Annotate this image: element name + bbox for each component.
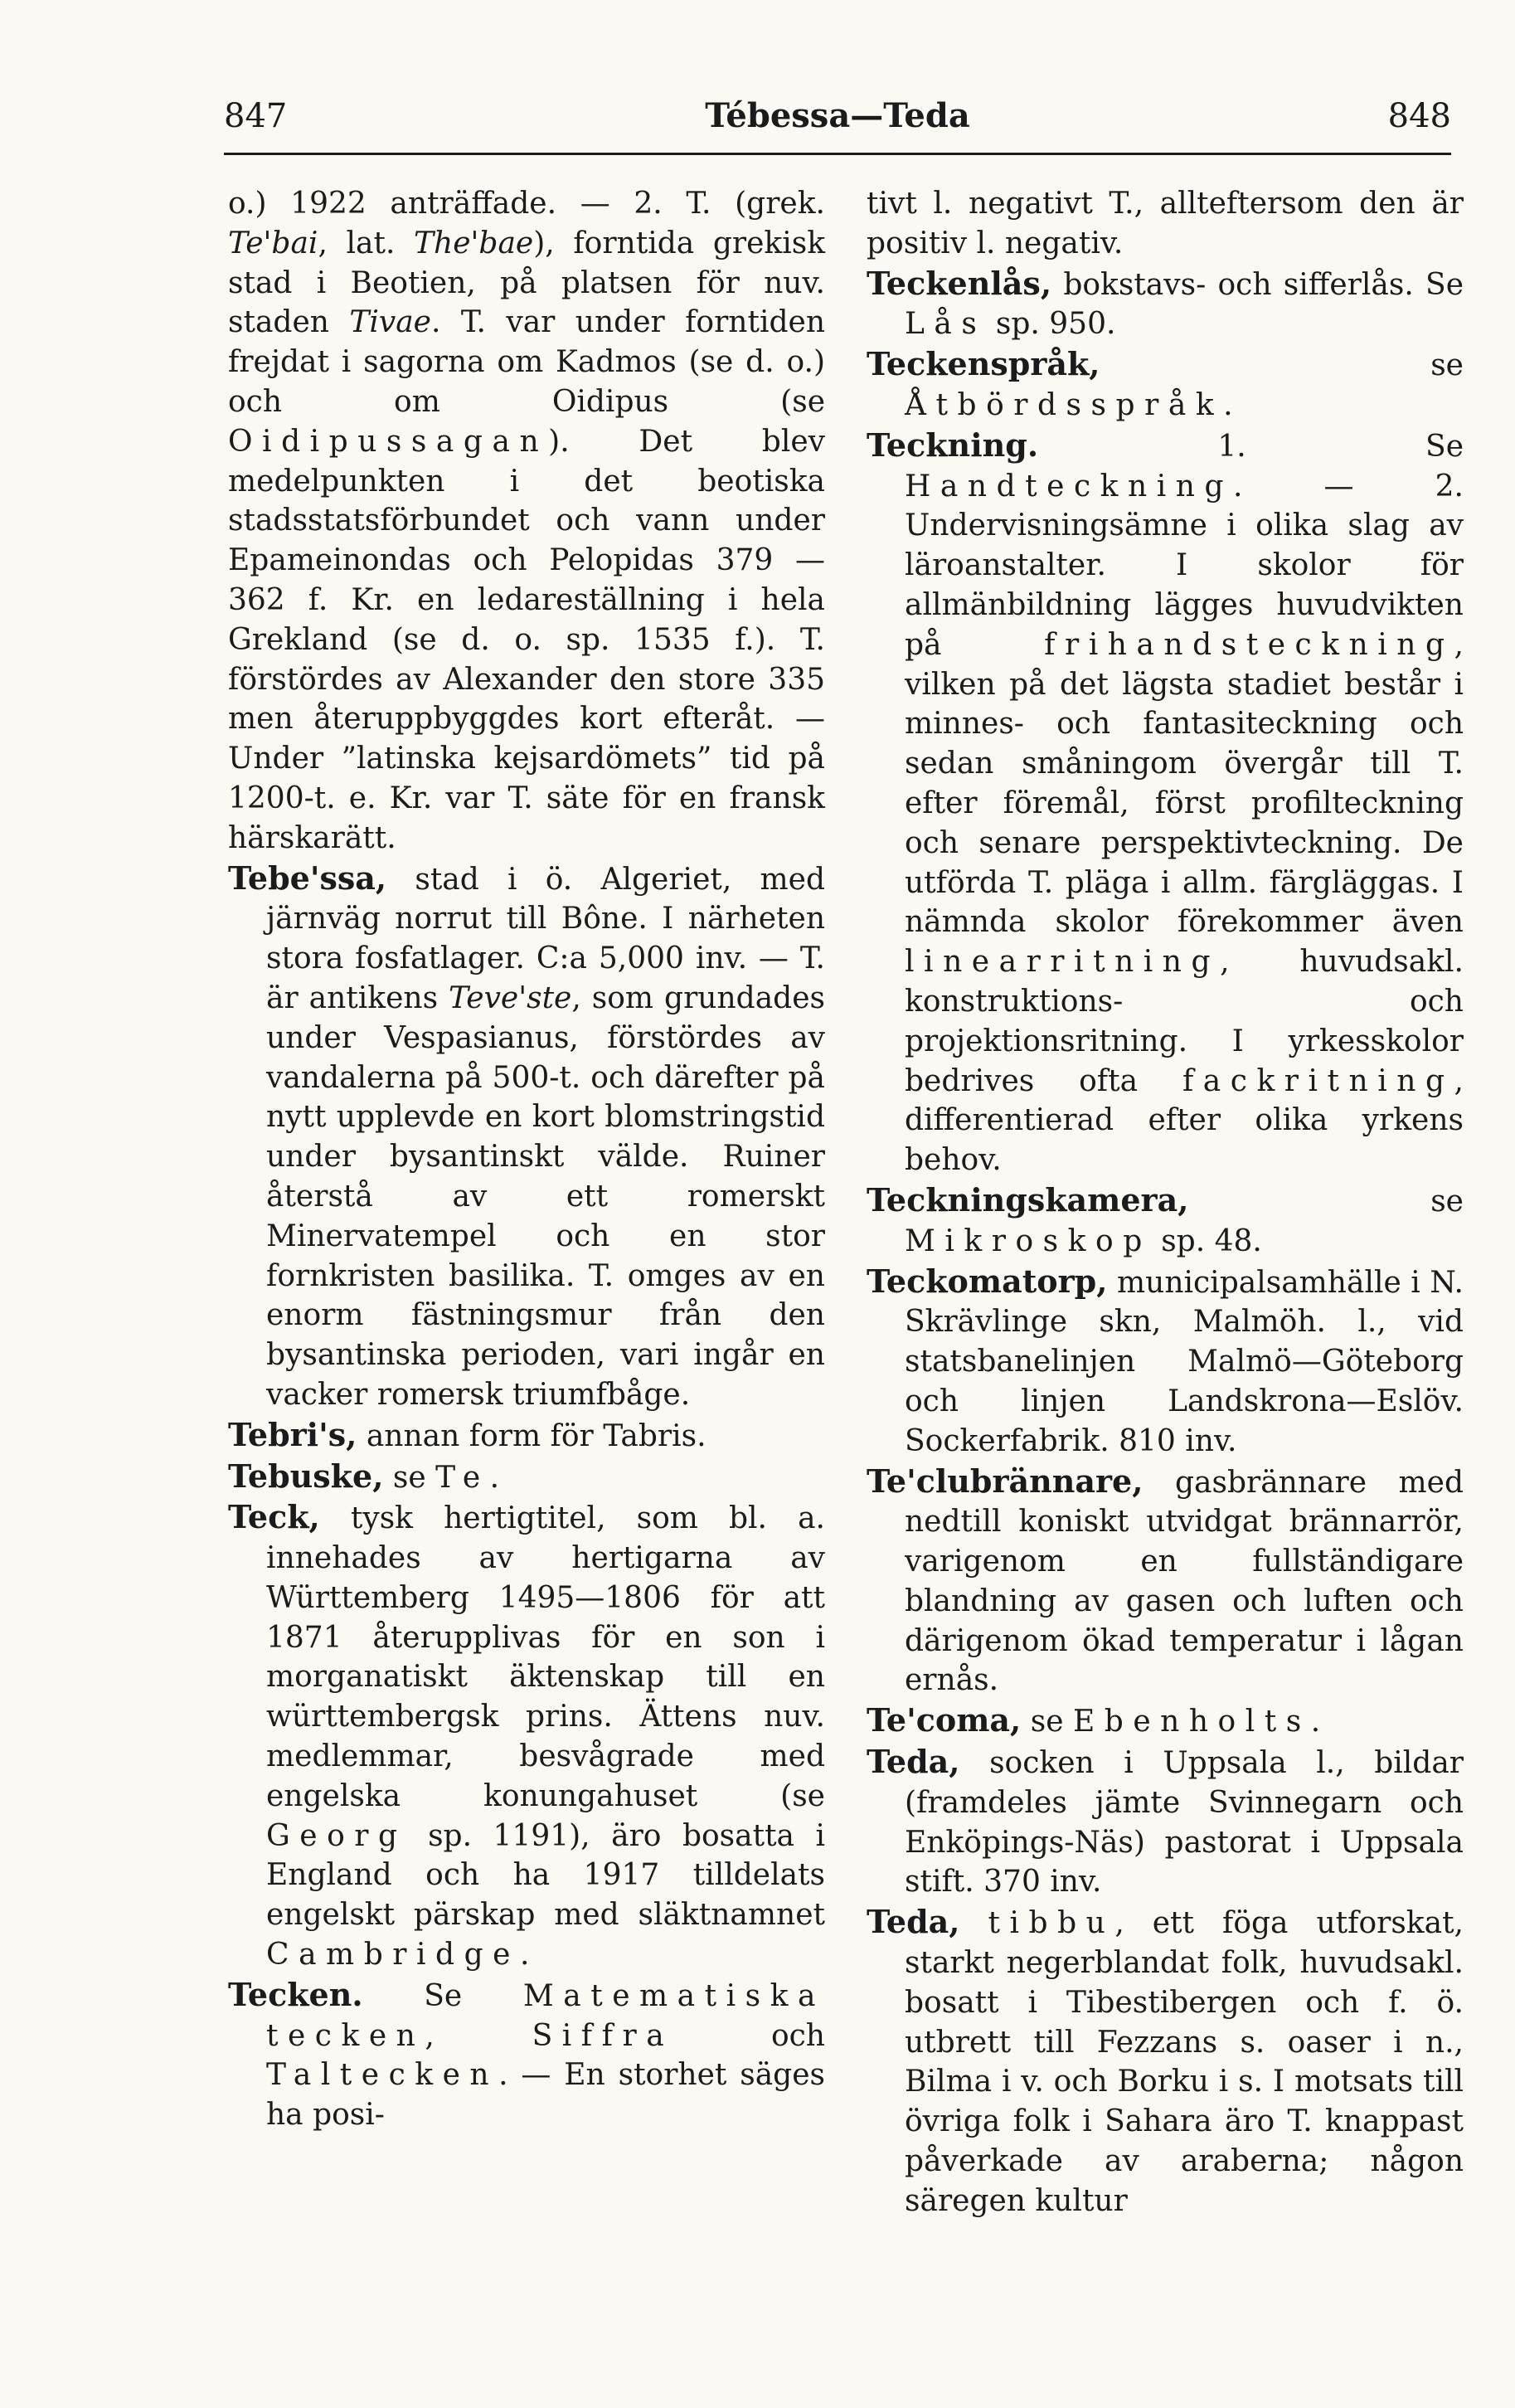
entry-tecken <box>228 1975 825 2135</box>
text: o.) 1922 anträffade. — 2. T. (grek. <box>228 187 825 221</box>
text: 1. Se <box>1038 429 1464 464</box>
cross-reference: Handteckning <box>905 469 1234 503</box>
text: annan form för Tabris. <box>357 1418 707 1453</box>
headword: Teda, <box>867 1903 960 1941</box>
cross-reference: Te <box>435 1460 490 1495</box>
headword: Teckningskamera, <box>867 1180 1189 1219</box>
right-page-number: 848 <box>1387 97 1451 135</box>
text: , ett föga utforskat, starkt negerblandat folk, huvudsakl. bosatt i Tibestibergen och f. ö. utbrett till Fezzans s. oaser i n., Bilma i v. och Borku i s. I motsats till övriga folk i Sahara äro T. knappast påverkade av araberna; någon säregen kultur <box>905 1906 1464 2218</box>
text: , differentierad efter olika yrkens behov. <box>905 1063 1464 1178</box>
italic-term: Te'bai <box>228 226 318 260</box>
entry-tebai-cont <box>228 184 825 859</box>
text: Se <box>362 1978 523 2013</box>
italic-term: Tivae <box>349 305 431 340</box>
text: , vilken på det lägsta stadiet består i minnes- och fantasiteckning och sedan småningom övergår till T. efter föremål, först profilteckning och senare perspektivteckning. De utförda T. pläga i allm. färgläggas. I nämnda skolor förekommer även <box>905 627 1464 940</box>
entry-teck <box>228 1497 825 1975</box>
text: , huvudsakl. konstruktions- och projektionsritning. I yrkesskolor bedrives ofta <box>905 945 1464 1098</box>
text <box>960 1906 988 1940</box>
headword: Te'clubrännare, <box>867 1462 1144 1500</box>
text: . <box>489 1460 500 1495</box>
cross-reference: Oidipussagan <box>228 424 549 459</box>
text: sp. 950. <box>986 307 1116 342</box>
text: tivt l. negativt T., allteftersom den är positiv l. negativ. <box>867 187 1464 260</box>
entry-tebessa <box>228 859 825 1415</box>
headword: Tebe'ssa, <box>228 859 387 897</box>
text: sp. 48. <box>1151 1223 1262 1258</box>
headword: Teda, <box>867 1743 960 1781</box>
cross-reference: Åtbördsspråk <box>905 387 1224 422</box>
text: bokstavs- och sifferlås. Se <box>1051 267 1464 302</box>
entry-teclubrannare <box>867 1462 1464 1701</box>
text: se <box>1021 1705 1073 1739</box>
text: och <box>673 2018 825 2053</box>
text: se <box>1100 348 1464 383</box>
text: tysk hertigtitel, som bl. a. innehades av hertigarna av Württemberg 1495—1806 för att 1871 återupplivas för en son i morganatiskt äktenskap till en württembergsk prins. Ättens nuv. medlemmar, besvågrade med engelska konungahuset (se <box>266 1501 825 1813</box>
entry-teckenlas <box>867 264 1464 345</box>
entry-tebuske <box>228 1457 825 1498</box>
text: ). Det blev medelpunkten i det beotiska stadsstatsförbundet och vann under Epameinondas och Pelopidas 379 —362 f. Kr. en ledareställning i hela Grekland (se d. o. sp. 1535 f.). T. förstördes av Alexander den store 335 men återuppbyggdes kort efteråt. — Under ”latinska kejsardömets” tid på 1200-t. e. Kr. var T. säte för en fransk härskarätt. <box>228 424 825 855</box>
page-header <box>224 91 1451 149</box>
cross-reference: frihandsteckning <box>1044 627 1454 662</box>
text: stad i ö. Algeriet, med järnväg norrut till Bône. I närheten stora fosfatlager. C:a 5,000 inv. — T. är antikens <box>266 862 825 1015</box>
cross-reference: tibbu <box>988 1906 1115 1941</box>
left-column <box>228 184 825 2135</box>
headword: Tebri's, <box>228 1415 357 1453</box>
headword: Teckning. <box>867 426 1039 464</box>
text: . <box>1310 1705 1321 1739</box>
text: , lat. <box>318 226 415 260</box>
text: . T. var under forntiden frejdat i sagorna om Kadmos (se d. o.) och om Oidipus (se <box>228 305 826 419</box>
text: . — En storhet säges ha posi- <box>266 2058 825 2133</box>
entry-teda-socken <box>867 1742 1464 1902</box>
running-title: Tébessa—Teda <box>705 96 970 135</box>
cross-reference: Siffra <box>532 2018 674 2053</box>
entry-teda-folk <box>867 1902 1464 2221</box>
cross-reference: Taltecken <box>266 2058 499 2093</box>
left-page-number: 847 <box>224 97 288 135</box>
text: . <box>1223 387 1233 422</box>
text: , som grundades under Vespasianus, förstördes av vandalerna på 500-t. och därefter på nytt upplevde en kort blomstringstid under bysantinskt välde. Ruiner återstå av ett romerskt Minervatempel och en stor fornkristen basilika. T. omges av en enorm fästningsmur från den bysantinska perioden, vari ingår en vacker romersk triumfbåge. <box>266 980 826 1412</box>
text: ), forntida grekisk stad i Beotien, på platsen för nuv. staden <box>228 226 826 340</box>
headword: Teckenlås, <box>867 264 1052 302</box>
entry-teckomatorp <box>867 1262 1464 1462</box>
headword: Te'coma, <box>867 1701 1022 1739</box>
headword: Teck, <box>228 1498 320 1536</box>
text: sp. 1191), äro bosatta i England och ha 1917 tilldelats engelskt pärskap med släktnamnet <box>266 1818 825 1933</box>
cross-reference: Lås <box>905 307 987 342</box>
italic-term: The'bae <box>414 226 534 260</box>
text: . — 2. Undervisningsämne i olika slag av läroanstalter. I skolor för allmänbildning lägges huvudvikten på <box>905 469 1464 662</box>
entry-tebris <box>228 1415 825 1457</box>
text: , <box>425 2018 532 2053</box>
cross-reference: Matematiska tecken <box>266 1978 825 2053</box>
headword: Tecken. <box>228 1975 363 2013</box>
text: se <box>383 1460 436 1495</box>
headword: Teckenspråk, <box>867 345 1100 383</box>
entry-teckensprak <box>867 344 1464 426</box>
cross-reference: Ebenholts <box>1072 1705 1311 1739</box>
text: . <box>520 1938 530 1973</box>
entry-tecoma <box>867 1700 1464 1742</box>
headword: Teckomatorp, <box>867 1262 1108 1300</box>
entry-teckningskamera <box>867 1180 1464 1262</box>
cross-reference: fackritning <box>1182 1063 1454 1098</box>
text: se <box>1188 1184 1464 1219</box>
entry-tecken-cont <box>867 184 1464 264</box>
cross-reference: Georg <box>266 1818 407 1853</box>
text: municipalsamhälle i N. Skrävlinge skn, Malmöh. l., vid statsbanelinjen Malmö—Göteborg och linjen Landskrona—Eslöv. Sockerfabrik. 810 inv. <box>905 1265 1464 1458</box>
text: gasbrännare med nedtill koniskt utvidgat brännarrör, varigenom en fullständigare blandning av gasen och luften och därigenom ökad temperatur i lågan ernås. <box>905 1465 1464 1698</box>
entry-teckning <box>867 426 1464 1180</box>
headword: Tebuske, <box>228 1457 384 1495</box>
text: socken i Uppsala l., bildar (framdeles jämte Svinnegarn och Enköpings-Näs) pastorat i Uppsala stift. 370 inv. <box>905 1746 1464 1900</box>
cross-reference: Mikroskop <box>905 1223 1152 1258</box>
header-rule <box>224 153 1451 155</box>
cross-reference: Cambridge <box>266 1938 520 1973</box>
italic-term: Teve'ste <box>449 980 572 1015</box>
cross-reference: linearritning <box>905 945 1221 980</box>
right-column <box>867 184 1464 2221</box>
